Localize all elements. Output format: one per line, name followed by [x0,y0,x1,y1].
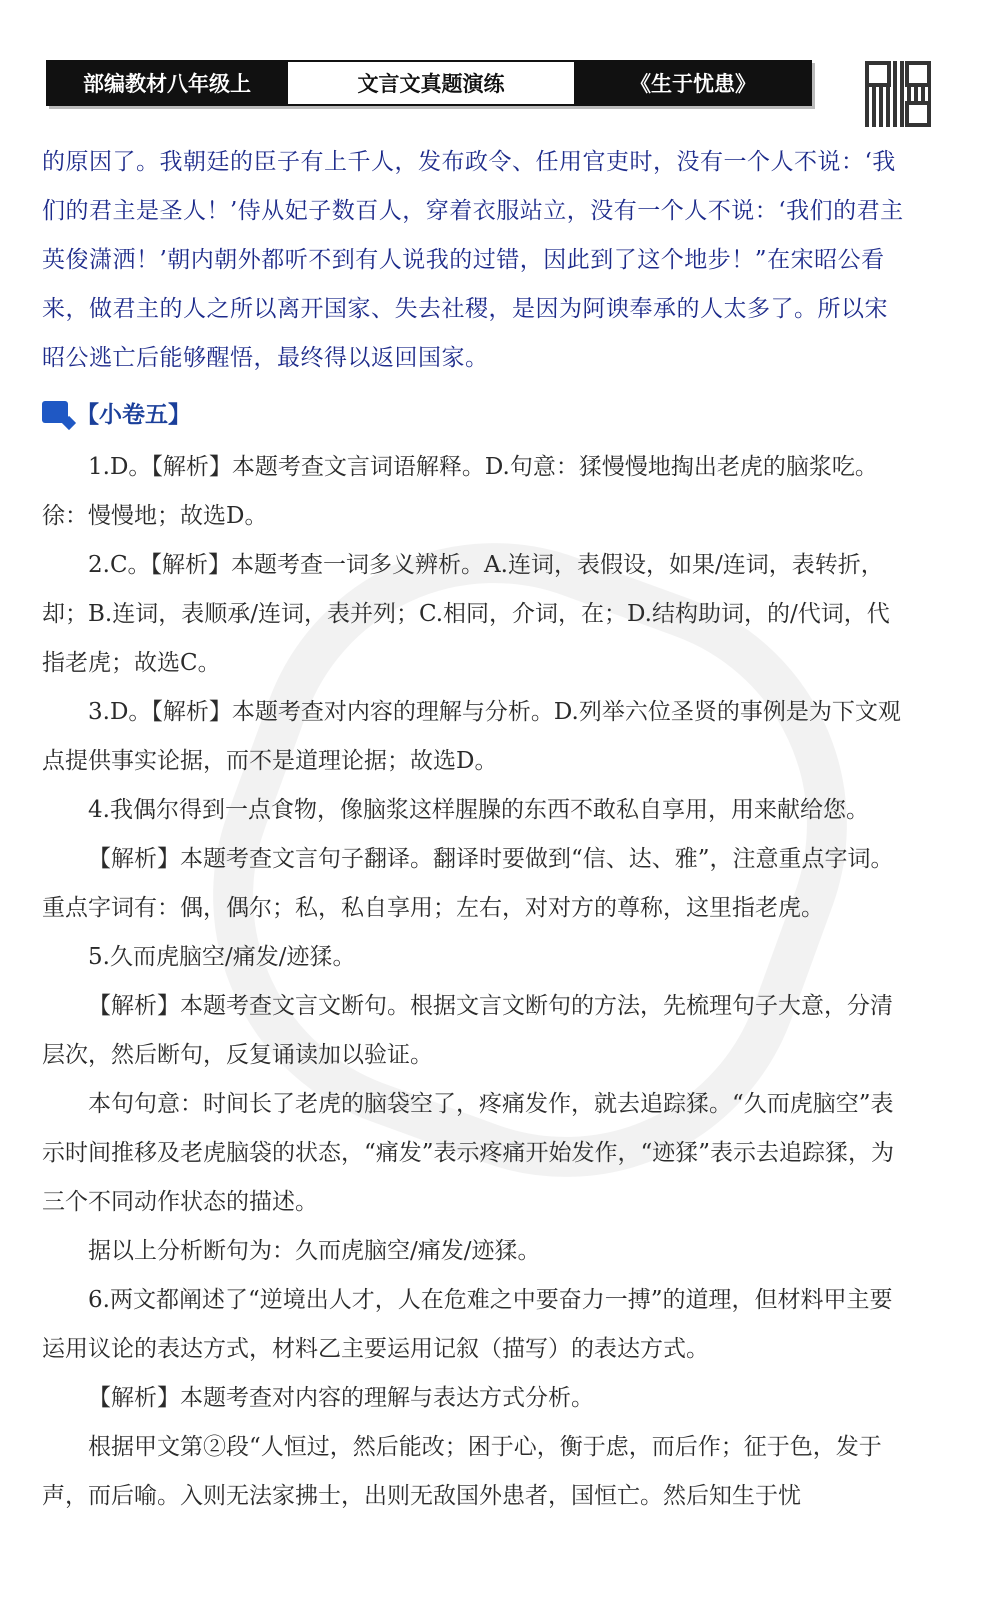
answer-paragraph: 2.C。【解析】本题考查一词多义辨析。A.连词，表假设，如果/连词，表转折，却；B.连词，表顺承/连词，表并列；C.相同，介词，在；D.结构助词，的/代词，代指老虎；故选C。 [42,552,890,676]
answer-paragraph: 3.D。【解析】本题考查对内容的理解与分析。D.列举六位圣贤的事例是为下文观点提供事实论据，而不是道理论据；故选D。 [42,699,901,774]
page-header [46,60,812,106]
answer-paragraph: 【解析】本题考查文言句子翻译。翻译时要做到“信、达、雅”，注意重点字词。重点字词有：偶，偶尔；私，私自享用；左右，对对方的尊称，这里指老虎。 [42,846,894,921]
answer-paragraph: 本句句意：时间长了老虎的脑袋空了，疼痛发作，就去追踪猱。“久而虎脑空”表示时间推移及老虎脑袋的状态，“痛发”表示疼痛开始发作，“迹猱”表示去追踪猱，为三个不同动作状态的描述。 [42,1091,895,1215]
section-heading [42,392,191,432]
qr-code-icon [862,58,934,130]
header-section-label: 文言文真题演练 [286,62,576,104]
answer-paragraph: 根据甲文第②段“人恒过，然后能改；困于心，衡于虑，而后作；征于色，发于声，而后喻。入则无法家拂士，出则无敌国外患者，国恒亡。然后知生于忧 [42,1434,882,1509]
section-heading-text: 【小卷五】 [76,401,191,428]
answer-paragraph: 【解析】本题考查文言文断句。根据文言文断句的方法，先梳理句子大意，分清层次，然后断句，反复诵读加以验证。 [42,993,893,1068]
answer-paragraph: 据以上分析断句为：久而虎脑空/痛发/迹猱。 [88,1238,541,1264]
intro-paragraph: 的原因了。我朝廷的臣子有上千人，发布政令、任用官吏时，没有一个人不说：‘我们的君主是圣人！’侍从妃子数百人，穿着衣服站立，没有一个人不说：‘我们的君主英俊潇洒！’朝内朝外都听不到有人说我的过错，因此到了这个地步！”在宋昭公看来，做君主的人之所以离开国家、失去社稷，是因为阿谀奉承的人太多了。所以宋昭公逃亡后能够醒悟，最终得以返回国家。 [42,149,904,371]
answer-paragraph: 5.久而虎脑空/痛发/迹猱。 [88,944,356,970]
bookmark-icon [42,401,68,423]
answer-body [42,443,907,1521]
answer-paragraph: 4.我偶尔得到一点食物，像脑浆这样腥臊的东西不敢私自享用，用来献给您。 [88,797,869,823]
answer-paragraph: 1.D。【解析】本题考查文言词语解释。D.句意：猱慢慢地掏出老虎的脑浆吃。徐：慢慢地；故选D。 [42,454,878,529]
answer-paragraph: 【解析】本题考查对内容的理解与表达方式分析。 [88,1385,594,1411]
header-textbook-label: 部编教材八年级上 [48,62,286,104]
header-lesson-title: 《生于忧患》 [576,62,810,104]
answer-paragraph: 6.两文都阐述了“逆境出人才，人在危难之中要奋力一搏”的道理，但材料甲主要运用议论的表达方式，材料乙主要运用记叙（描写）的表达方式。 [42,1287,893,1362]
